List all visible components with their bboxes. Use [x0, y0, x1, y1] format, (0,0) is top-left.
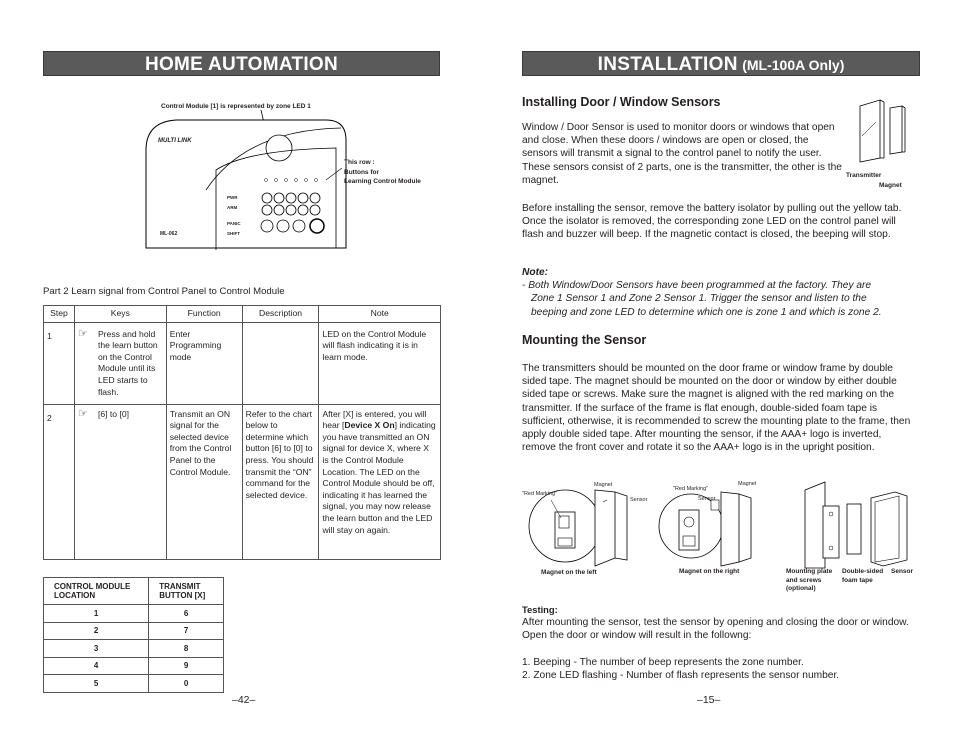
- note-line-3: beeping and zone LED to determine which one is zone 1 and which is zone 2.: [531, 306, 882, 318]
- panel-label-pwr: PWR: [227, 195, 238, 200]
- transmitter-magnet-figure: [850, 96, 920, 176]
- table-row: [44, 322, 441, 404]
- diagram-right-callout: [344, 158, 421, 187]
- mounting-figures: [515, 478, 925, 578]
- description-cell: [242, 322, 319, 404]
- step-cell: 2: [44, 404, 75, 559]
- note-line-2: Zone 1 Sensor 1 and Zone 2 Sensor 1. Trigger the sensor and listen to the: [531, 293, 867, 305]
- callout-line-1: This row :: [344, 159, 375, 166]
- fig1-caption: Magnet on the left: [541, 569, 597, 576]
- note-block: [522, 266, 922, 319]
- table-row: 1 6: [44, 605, 224, 623]
- hand-pointer-icon: ☞: [77, 327, 88, 340]
- testing-item-1: 1. Beeping - The number of beep represents the zone number.: [522, 656, 804, 668]
- steps-table: [43, 305, 441, 560]
- fig3-caption-sensor: Sensor: [891, 568, 914, 575]
- section1-para2: Before installing the sensor, remove the battery isolator by pulling out the yellow tab. Once the isolator is removed, the corresponding zone LED on the control panel will flash and buzzer will beep. If the magnetic contact is closed, the beeping will stop.: [522, 203, 902, 241]
- note-title: Note:: [522, 267, 549, 278]
- keys-cell: [74, 322, 166, 404]
- table-row: 3 8: [44, 640, 224, 658]
- section2-title: Mounting the Sensor: [522, 333, 647, 347]
- testing-block: [522, 603, 918, 682]
- fig2-sensor: Sensor: [698, 496, 716, 502]
- testing-para: After mounting the sensor, test the sensor by opening and closing the door or window. Open the door or window will result in the followng:: [522, 617, 909, 642]
- fig1-magnet: Magnet: [594, 482, 613, 488]
- testing-item-2: 2. Zone LED flashing - Number of flash represents the sensor number.: [522, 669, 840, 681]
- loc-header-1: CONTROL MODULE LOCATION: [44, 578, 149, 605]
- col-step: Step: [44, 306, 75, 323]
- part2-heading: Part 2 Learn signal from Control Panel to Control Module: [43, 286, 285, 297]
- transmitter-label: Transmitter: [846, 172, 882, 179]
- note-cell: After [X] is entered, you will hear [Device X On] indicating you have transmitted an ON signal for device X, where X is the Control Module Location. The LED on the Control Module should be off, indicating it has learned the signal, you may now release the learn button and the LED will stay on again.: [319, 404, 441, 559]
- diagram-top-callout: Control Module [1] is represented by zone LED 1: [161, 103, 311, 110]
- right-banner: [522, 51, 920, 76]
- table-row: 4 9: [44, 657, 224, 675]
- note-bold: Device X On: [344, 420, 395, 431]
- col-function: Function: [166, 306, 242, 323]
- note-cell: LED on the Control Module will flash indicating it is in learn mode.: [319, 322, 441, 404]
- fig2-magnet: Magnet: [738, 481, 757, 487]
- keys-text: Press and hold the learn button on the Control Module until its LED starts to flash.: [97, 328, 158, 397]
- magnet-label: Magnet: [879, 182, 902, 189]
- hand-pointer-icon: ☞: [77, 407, 88, 420]
- col-note: Note: [319, 306, 441, 323]
- note-line-1: - Both Window/Door Sensors have been programmed at the factory. They are: [522, 280, 872, 292]
- section1-para1: Window / Door Sensor is used to monitor doors or windows that open and close. When these doors / windows are open or closed, the sensors will transmit a signal to the control panel to notify the user. These sensors consist of 2 parts, one is the transmitter, the other is the magnet.: [522, 122, 842, 186]
- keys-cell: [74, 404, 166, 559]
- fig1-red-marking: "Red Marking": [522, 491, 558, 497]
- col-description: Description: [242, 306, 319, 323]
- location-header-row: [44, 578, 224, 605]
- testing-title: Testing:: [522, 604, 558, 615]
- table-row: [44, 404, 441, 559]
- diagram-logo: MULTI LINK: [158, 138, 192, 144]
- panel-label-panic: PANIC: [227, 221, 241, 226]
- table-row: 5 0: [44, 675, 224, 693]
- left-page-number: –42–: [232, 694, 256, 706]
- right-banner-subtitle: (ML-100A Only): [742, 57, 845, 73]
- callout-line-2: Buttons for: [344, 168, 380, 176]
- function-cell: Enter Programming mode: [166, 322, 242, 404]
- loc-header-2: TRANSMIT BUTTON [X]: [149, 578, 224, 605]
- fig2-caption: Magnet on the right: [679, 568, 740, 575]
- section2-para: The transmitters should be mounted on the door frame or window frame by double sided tape. The magnet should be mounted on the door or window by either double sided tape or screws. Make sure the magnet is aligned with the red marking on the transmitter. If the surface of the frame is flat enough, double-sided foam tape is sufficient, otherwise, it is recommended to screw the mounting plate to the frame, then apply double sided tape. After mounting the sensor, if the AAA+ logo is inverted, remove the front cover and rotate it so the AAA+ logo is in the upright position.: [522, 363, 911, 454]
- table-row: 2 7: [44, 622, 224, 640]
- left-banner-title: HOME AUTOMATION: [144, 54, 339, 75]
- col-keys: Keys: [74, 306, 166, 323]
- fig2-red-marking: "Red Marking": [673, 486, 709, 492]
- fig3-caption-tape: Double-sided foam tape: [842, 568, 884, 584]
- section1-title: Installing Door / Window Sensors: [522, 95, 721, 109]
- panel-label-arm: ARM: [227, 205, 238, 210]
- right-banner-title: INSTALLATION: [597, 54, 738, 75]
- location-table: [43, 577, 224, 693]
- right-page-number: –15–: [697, 694, 721, 706]
- panel-labels: [227, 193, 241, 239]
- function-cell: Transmit an ON signal for the selected device from the Control Panel to the Control Module.: [166, 404, 242, 559]
- fig3-caption-plate: Mounting plate and screws (optional): [786, 568, 833, 592]
- description-cell: Refer to the chart below to determine which button [6] to [0] to press. You should transmit the “ON” command for the selected device.: [242, 404, 319, 559]
- callout-line-3: Learning Control Module: [344, 178, 421, 185]
- left-banner: [43, 51, 440, 76]
- diagram-model: ML-062: [160, 231, 178, 237]
- keys-text: [6] to [0]: [97, 408, 130, 419]
- steps-header-row: [44, 306, 441, 323]
- fig1-sensor: Sensor: [630, 497, 648, 503]
- panel-label-shift: SHIFT: [227, 231, 240, 236]
- step-cell: 1: [44, 322, 75, 404]
